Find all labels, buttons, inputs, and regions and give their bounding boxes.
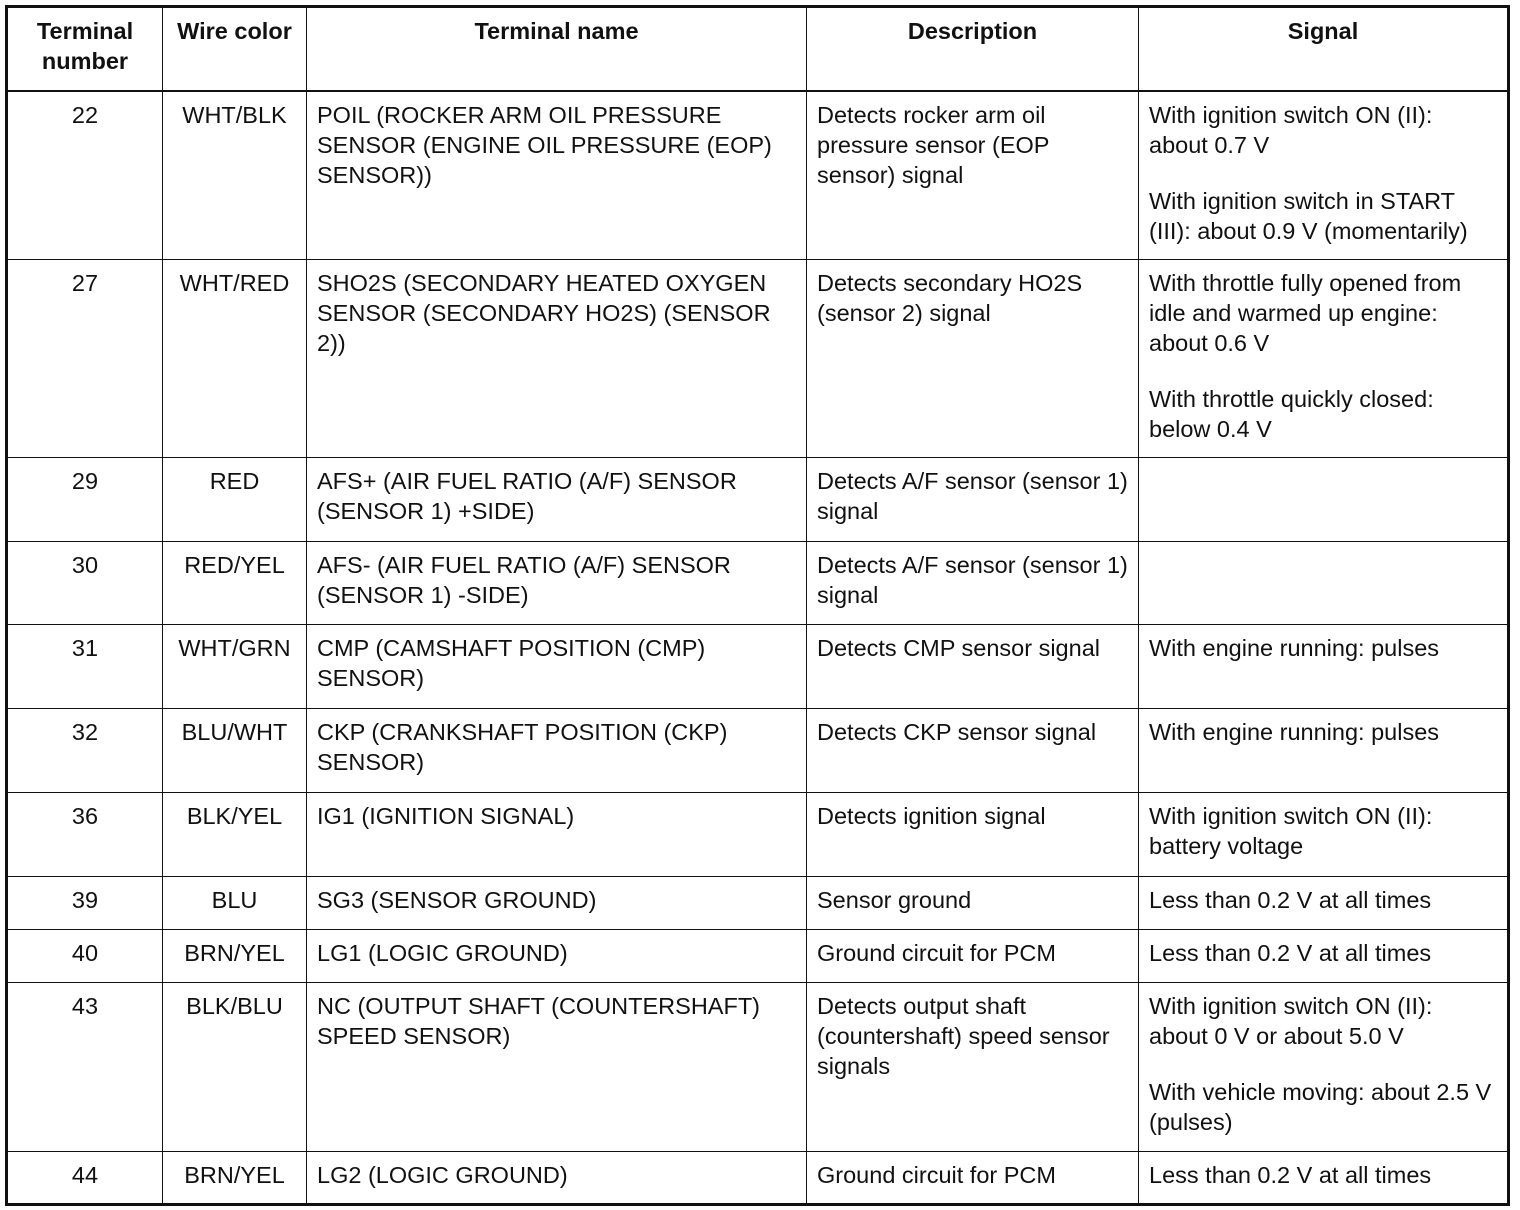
cell-terminal-number: 43 — [7, 983, 163, 1152]
header-wire-color: Wire color — [163, 7, 307, 91]
cell-signal — [1139, 91, 1509, 260]
table-body — [7, 91, 1509, 1205]
cell-description: Detects secondary HO2S (sensor 2) signal — [807, 260, 1139, 458]
signal-line: With ignition switch ON (II): battery voltage — [1149, 803, 1433, 859]
cell-terminal-number: 22 — [7, 91, 163, 260]
cell-signal — [1139, 709, 1509, 793]
cell-wire-color: BRN/YEL — [163, 1152, 307, 1205]
signal-line: With vehicle moving: about 2.5 V (pulses) — [1149, 1079, 1492, 1135]
cell-description: Detects A/F sensor (sensor 1) signal — [807, 542, 1139, 625]
cell-signal — [1139, 793, 1509, 877]
table-header — [7, 7, 1509, 91]
table-row — [7, 877, 1509, 930]
signal-line: With engine running: pulses — [1149, 635, 1440, 661]
cell-wire-color: BLU/WHT — [163, 709, 307, 793]
cell-description: Ground circuit for PCM — [807, 1152, 1139, 1205]
header-terminal-name: Terminal name — [307, 7, 807, 91]
cell-terminal-name: LG2 (LOGIC GROUND) — [307, 1152, 807, 1205]
cell-wire-color: BLK/BLU — [163, 983, 307, 1152]
header-signal: Signal — [1139, 7, 1509, 91]
table-row — [7, 458, 1509, 542]
cell-wire-color: RED/YEL — [163, 542, 307, 625]
signal-line: Less than 0.2 V at all times — [1149, 887, 1432, 913]
cell-wire-color: BLK/YEL — [163, 793, 307, 877]
cell-terminal-number: 36 — [7, 793, 163, 877]
table-row — [7, 930, 1509, 983]
cell-terminal-name: CKP (CRANKSHAFT POSITION (CKP) SENSOR) — [307, 709, 807, 793]
header-terminal-number: Terminal number — [7, 7, 163, 91]
cell-terminal-number: 39 — [7, 877, 163, 930]
signal-line: With engine running: pulses — [1149, 719, 1440, 745]
cell-description: Sensor ground — [807, 877, 1139, 930]
cell-description: Detects CKP sensor signal — [807, 709, 1139, 793]
cell-terminal-name: CMP (CAMSHAFT POSITION (CMP) SENSOR) — [307, 625, 807, 709]
cell-signal — [1139, 1152, 1509, 1205]
cell-terminal-name: NC (OUTPUT SHAFT (COUNTERSHAFT) SPEED SENSOR) — [307, 983, 807, 1152]
cell-terminal-name: AFS- (AIR FUEL RATIO (A/F) SENSOR (SENSOR 1) -SIDE) — [307, 542, 807, 625]
cell-signal — [1139, 983, 1509, 1152]
cell-terminal-name: AFS+ (AIR FUEL RATIO (A/F) SENSOR (SENSOR 1) +SIDE) — [307, 458, 807, 542]
cell-terminal-number: 30 — [7, 542, 163, 625]
signal-line: With ignition switch ON (II): about 0.7 V — [1149, 101, 1433, 158]
cell-wire-color: RED — [163, 458, 307, 542]
cell-terminal-name: SG3 (SENSOR GROUND) — [307, 877, 807, 930]
signal-line: With throttle quickly closed: below 0.4 V — [1149, 386, 1434, 442]
signal-line: Less than 0.2 V at all times — [1149, 940, 1432, 966]
cell-wire-color: BRN/YEL — [163, 930, 307, 983]
terminal-table — [5, 5, 1510, 1206]
cell-signal — [1139, 542, 1509, 625]
header-row — [7, 7, 1509, 91]
cell-terminal-number: 27 — [7, 260, 163, 458]
cell-terminal-name: LG1 (LOGIC GROUND) — [307, 930, 807, 983]
cell-terminal-number: 29 — [7, 458, 163, 542]
table-row — [7, 625, 1509, 709]
cell-description: Detects A/F sensor (sensor 1) signal — [807, 458, 1139, 542]
table-row — [7, 91, 1509, 260]
table-row — [7, 542, 1509, 625]
cell-signal — [1139, 930, 1509, 983]
cell-signal — [1139, 877, 1509, 930]
table-row — [7, 793, 1509, 877]
header-description: Description — [807, 7, 1139, 91]
cell-description: Detects output shaft (countershaft) speed sensor signals — [807, 983, 1139, 1152]
signal-line: Less than 0.2 V at all times — [1149, 1162, 1432, 1188]
cell-signal — [1139, 458, 1509, 542]
cell-description: Ground circuit for PCM — [807, 930, 1139, 983]
cell-description: Detects ignition signal — [807, 793, 1139, 877]
cell-terminal-name: IG1 (IGNITION SIGNAL) — [307, 793, 807, 877]
cell-description: Detects CMP sensor signal — [807, 625, 1139, 709]
table-row — [7, 1152, 1509, 1205]
cell-terminal-number: 44 — [7, 1152, 163, 1205]
table-row — [7, 983, 1509, 1152]
cell-wire-color: WHT/BLK — [163, 91, 307, 260]
cell-terminal-number: 40 — [7, 930, 163, 983]
cell-terminal-name: SHO2S (SECONDARY HEATED OXYGEN SENSOR (SECONDARY HO2S) (SENSOR 2)) — [307, 260, 807, 458]
cell-terminal-number: 31 — [7, 625, 163, 709]
signal-line: With ignition switch in START (III): about 0.9 V (momentarily) — [1149, 187, 1468, 244]
cell-terminal-name: POIL (ROCKER ARM OIL PRESSURE SENSOR (ENGINE OIL PRESSURE (EOP) SENSOR)) — [307, 91, 807, 260]
signal-line: With ignition switch ON (II): about 0 V or about 5.0 V — [1149, 993, 1433, 1049]
table-row — [7, 709, 1509, 793]
terminal-table-container — [5, 5, 1510, 1206]
cell-wire-color: WHT/GRN — [163, 625, 307, 709]
signal-line: With throttle fully opened from idle and warmed up engine: about 0.6 V — [1149, 270, 1462, 356]
cell-terminal-number: 32 — [7, 709, 163, 793]
cell-description: Detects rocker arm oil pressure sensor (EOP sensor) signal — [807, 91, 1139, 260]
cell-wire-color: BLU — [163, 877, 307, 930]
cell-signal — [1139, 260, 1509, 458]
table-row — [7, 260, 1509, 458]
cell-wire-color: WHT/RED — [163, 260, 307, 458]
cell-signal — [1139, 625, 1509, 709]
